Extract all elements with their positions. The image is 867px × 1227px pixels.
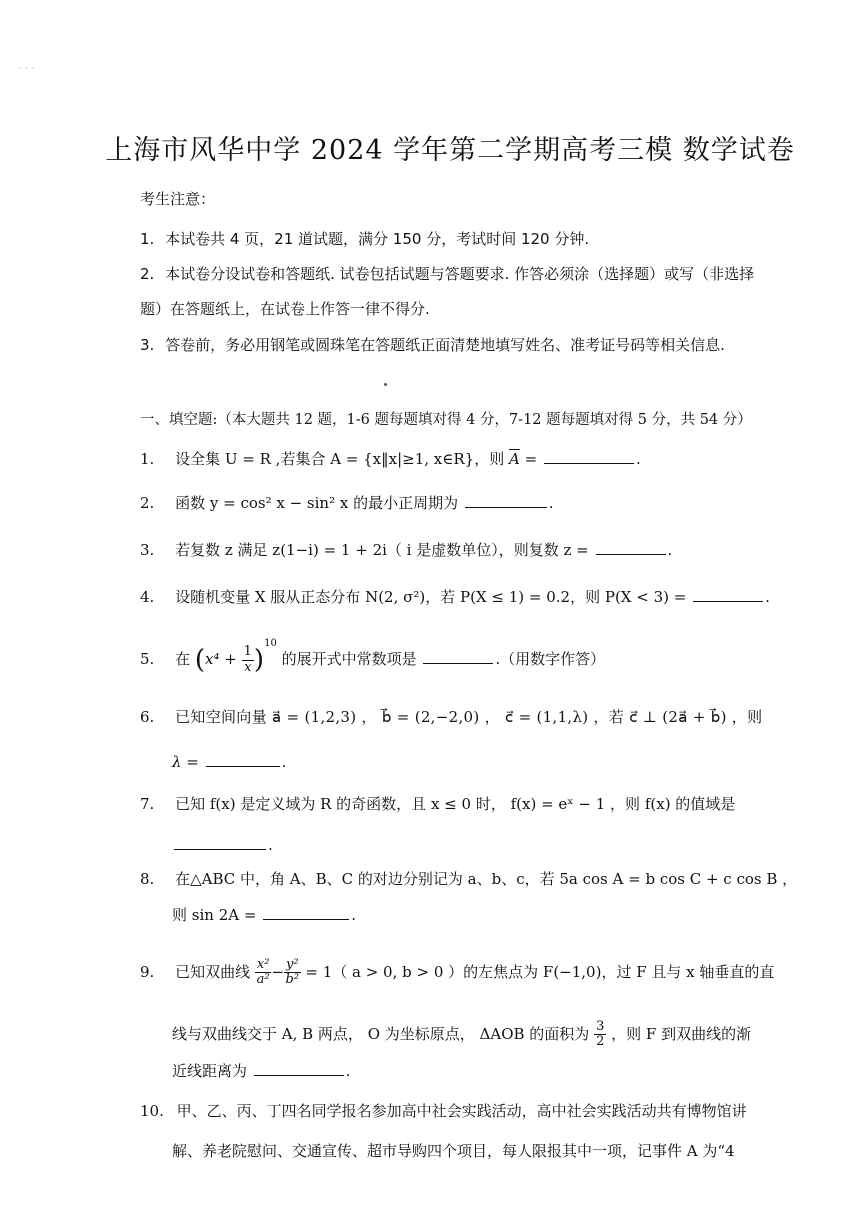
question-8-cont: 则 sin 2A = . <box>172 906 356 924</box>
question-6-cont: λ = . <box>172 753 287 771</box>
scan-smudge: - - - <box>18 63 35 74</box>
question-7-cont: . <box>172 835 273 854</box>
answer-blank-6[interactable] <box>206 752 280 767</box>
question-8: 8. 在△ABC 中，角 A、B、C 的对边分别记为 a、b、c，若 5a cos A = b cos C + c cos B ， <box>140 870 798 888</box>
question-6: 6. 已知空间向量 a⃗ = (1,2,3) ， b⃗ = (2,−2,0) ， c⃗ = (1,1,λ) ，若 c⃗ ⊥ (2a⃗ + b⃗) ，则 <box>140 708 763 726</box>
question-10: 10. 甲、乙、丙、丁四名同学报名参加高中社会实践活动，高中社会实践活动共有博物馆讲 <box>140 1102 747 1120</box>
question-10-cont: 解、养老院慰问、交通宣传、超市导购四个项目，每人限报其中一项，记事件 A 为“4 <box>172 1142 735 1160</box>
answer-blank-7[interactable] <box>174 835 266 850</box>
scan-dot <box>384 383 387 386</box>
question-2: 2. 函数 y = cos² x − sin² x 的最小正周期为 . <box>140 494 554 512</box>
answer-blank-3[interactable] <box>596 540 666 555</box>
answer-blank-8[interactable] <box>263 905 349 920</box>
fraction-3-over-2: $\frac{3}{2}$ <box>596 1019 605 1050</box>
answer-blank-2[interactable] <box>465 493 547 508</box>
notice-item-3: 3. 答卷前，务必用钢笔或圆珠笔在答题纸正面清楚地填写姓名、准考证号码等相关信息. <box>140 336 725 354</box>
question-4: 4. 设随机变量 X 服从正态分布 N(2, σ²)，若 P(X ≤ 1) = 0.2，则 P(X < 3) = . <box>140 588 770 606</box>
answer-blank-4[interactable] <box>693 587 763 602</box>
question-5: 5. 在 (x⁴ + $\frac{1}{x}$ )$^{10}$ 的展开式中常数项是 .（用数字作答） <box>140 638 606 675</box>
question-9-cont-2: 近线距离为 . <box>172 1062 351 1080</box>
notice-item-1: 1. 本试卷共 4 页，21 道试题，满分 150 分，考试时间 120 分钟. <box>140 230 590 248</box>
answer-blank-5[interactable] <box>423 649 493 664</box>
fraction-1-over-x: $\frac{1}{x}$ <box>243 644 252 675</box>
fraction-y2-over-b2: $\frac{\text{y²}}{\text{b²}}$ <box>285 957 300 988</box>
notice-item-2-cont: 题）在答题纸上，在试卷上作答一律不得分. <box>140 300 430 318</box>
question-3: 3. 若复数 z 满足 z(1−i) = 1 + 2i（ i 是虚数单位），则复数 z = . <box>140 541 673 559</box>
page-title: 上海市风华中学 2024 学年第二学期高考三模 数学试卷 <box>105 135 795 166</box>
fraction-x2-over-a2: $\frac{\text{x²}}{\text{a²}}$ <box>256 957 270 988</box>
question-9: 9. 已知双曲线 $\frac{\text{x²}}{\text{a²}}$ − $\frac{\text{y²}}{\text{b²}}$ = 1（ a > 0, b > 0 ）的左焦点为 F(−1,0)，过 F 且与 x 轴垂直的直 <box>140 957 775 988</box>
question-7: 7. 已知 f(x) 是定义域为 R 的奇函数，且 x ≤ 0 时， f(x) = eˣ − 1 ，则 f(x) 的值域是 <box>140 795 736 813</box>
section-heading: 一、填空题:（本大题共 12 题，1-6 题每题填对得 4 分，7-12 题每题填对得 5 分，共 54 分） <box>140 412 752 428</box>
notice-item-2: 2. 本试卷分设试卷和答题纸. 试卷包括试题与答题要求. 作答必须涂（选择题）或写（非选择 <box>140 265 755 283</box>
question-1: 1. 设全集 U = R ,若集合 A = {x‖x|≥1, x∈R}，则 $\overline{A}$ = . <box>140 450 641 468</box>
question-9-cont: 线与双曲线交于 A, B 两点， O 为坐标原点， ΔAOB 的面积为 $\frac{3}{2}$ ，则 F 到双曲线的渐 <box>172 1019 752 1050</box>
answer-blank-9[interactable] <box>254 1061 344 1076</box>
answer-blank-1[interactable] <box>544 449 634 464</box>
notice-heading: 考生注意： <box>140 190 216 208</box>
